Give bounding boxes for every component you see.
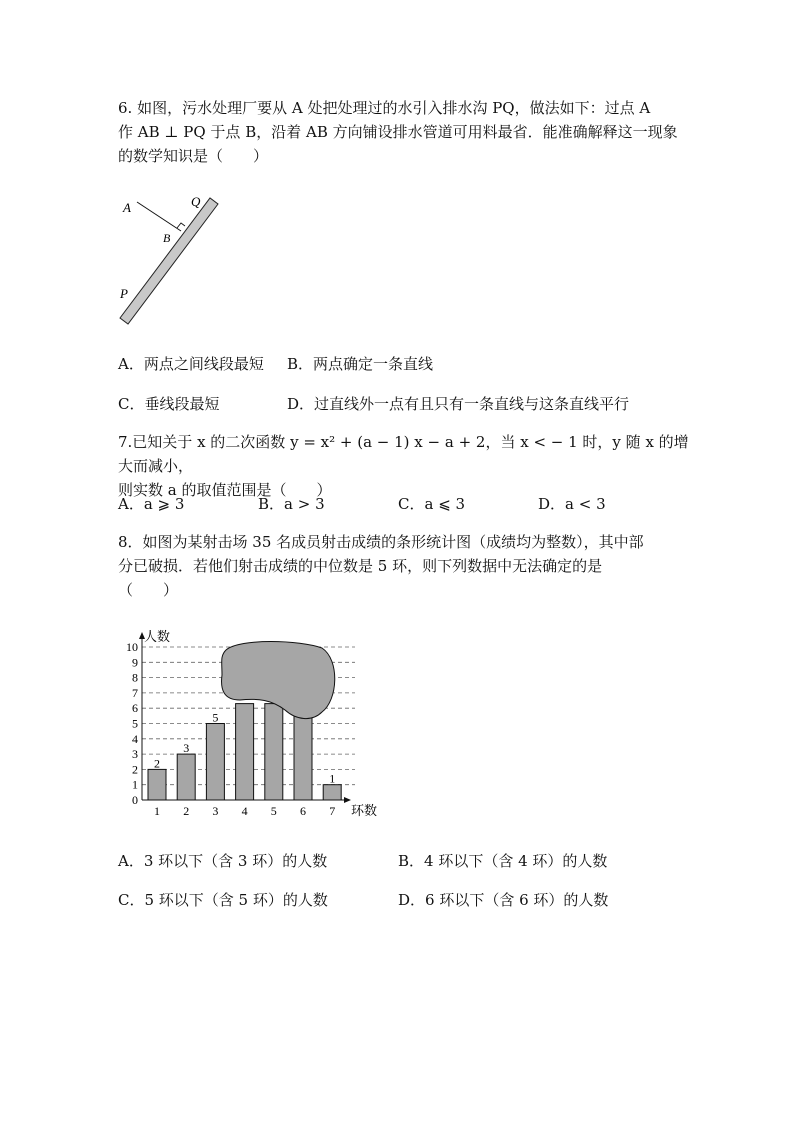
q8-option-c[interactable]: C．5 环以下（含 5 环）的人数 xyxy=(118,891,328,909)
y-tick-8: 8 xyxy=(132,670,138,685)
q7-option-d[interactable]: D．a < 3 xyxy=(538,495,606,513)
x-tick-3: 3 xyxy=(212,804,219,818)
bar-label-7: 1 xyxy=(329,771,336,786)
q8-option-d[interactable]: D．6 环以下（含 6 环）的人数 xyxy=(398,891,609,909)
bar-1 xyxy=(148,769,166,800)
bar-label-1: 2 xyxy=(154,756,160,771)
q7-option-c[interactable]: C．a ⩽ 3 xyxy=(398,495,466,513)
bar-label-2: 3 xyxy=(183,741,190,756)
x-axis-label: 环数 xyxy=(351,803,378,818)
x-tick-6: 6 xyxy=(300,804,306,818)
q7-option-b[interactable]: B．a > 3 xyxy=(258,495,325,513)
q7-line-2: 则实数 a 的取值范围是（ ） xyxy=(118,481,332,499)
y-tick-5: 5 xyxy=(132,716,138,731)
q8-line-3: （ ） xyxy=(118,581,179,599)
label-q: Q xyxy=(191,194,201,209)
q6-option-a[interactable]: A．两点之间线段最短 xyxy=(118,355,264,373)
y-tick-2: 2 xyxy=(132,762,138,777)
y-tick-10: 10 xyxy=(126,640,138,654)
y-tick-3: 3 xyxy=(132,747,138,762)
bar-7 xyxy=(323,785,341,800)
q6-line-2: 作 AB ⊥ PQ 于点 B，沿着 AB 方向铺设排水管道可用料最省．能准确解释这一现象 xyxy=(118,123,678,141)
label-b: B xyxy=(163,231,171,245)
q6-line-1: 6. 如图，污水处理厂要从 A 处把处理过的水引入排水沟 PQ，做法如下：过点 A xyxy=(118,99,651,117)
y-tick-6: 6 xyxy=(132,701,138,716)
bar-3 xyxy=(206,724,224,801)
bar-label-3: 5 xyxy=(212,710,219,725)
y-tick-0: 0 xyxy=(132,793,138,807)
y-tick-4: 4 xyxy=(132,731,138,746)
x-axis-arrow xyxy=(344,797,351,803)
bar-4 xyxy=(236,704,254,800)
q8-line-1: 8．如图为某射击场 35 名成员射击成绩的条形统计图（成绩均为整数），其中部 xyxy=(118,533,644,551)
y-tick-1: 1 xyxy=(132,777,138,792)
q7-line-1: 7.已知关于 x 的二次函数 y = x² + (a − 1) x − a + 2，当 x < − 1 时，y 随 x 的增大而减小， xyxy=(118,433,689,475)
q8-line-2: 分已破损．若他们射击成绩的中位数是 5 环，则下列数据中无法确定的是 xyxy=(118,557,603,575)
x-tick-2: 2 xyxy=(183,804,190,818)
x-tick-7: 7 xyxy=(329,804,336,818)
y-tick-7: 7 xyxy=(132,685,138,700)
q8-option-b[interactable]: B．4 环以下（含 4 环）的人数 xyxy=(398,852,608,870)
q7-option-a[interactable]: A．a ⩾ 3 xyxy=(118,495,185,513)
x-tick-4: 4 xyxy=(241,804,248,818)
q6-option-d[interactable]: D．过直线外一点有且只有一条直线与这条直线平行 xyxy=(287,395,630,413)
y-axis-label: 人数 xyxy=(144,629,171,644)
q6-option-c[interactable]: C．垂线段最短 xyxy=(118,395,220,413)
y-tick-9: 9 xyxy=(132,655,138,670)
label-p: P xyxy=(120,286,128,301)
x-tick-5: 5 xyxy=(270,804,277,818)
bar-5 xyxy=(265,704,283,800)
q8-option-a[interactable]: A．3 环以下（含 3 环）的人数 xyxy=(118,852,328,870)
label-a: A xyxy=(123,200,131,215)
x-tick-1: 1 xyxy=(154,804,160,818)
bar-2 xyxy=(177,754,195,800)
q6-option-b[interactable]: B．两点确定一条直线 xyxy=(287,355,434,373)
q6-line-3: 的数学知识是（ ） xyxy=(118,147,269,165)
